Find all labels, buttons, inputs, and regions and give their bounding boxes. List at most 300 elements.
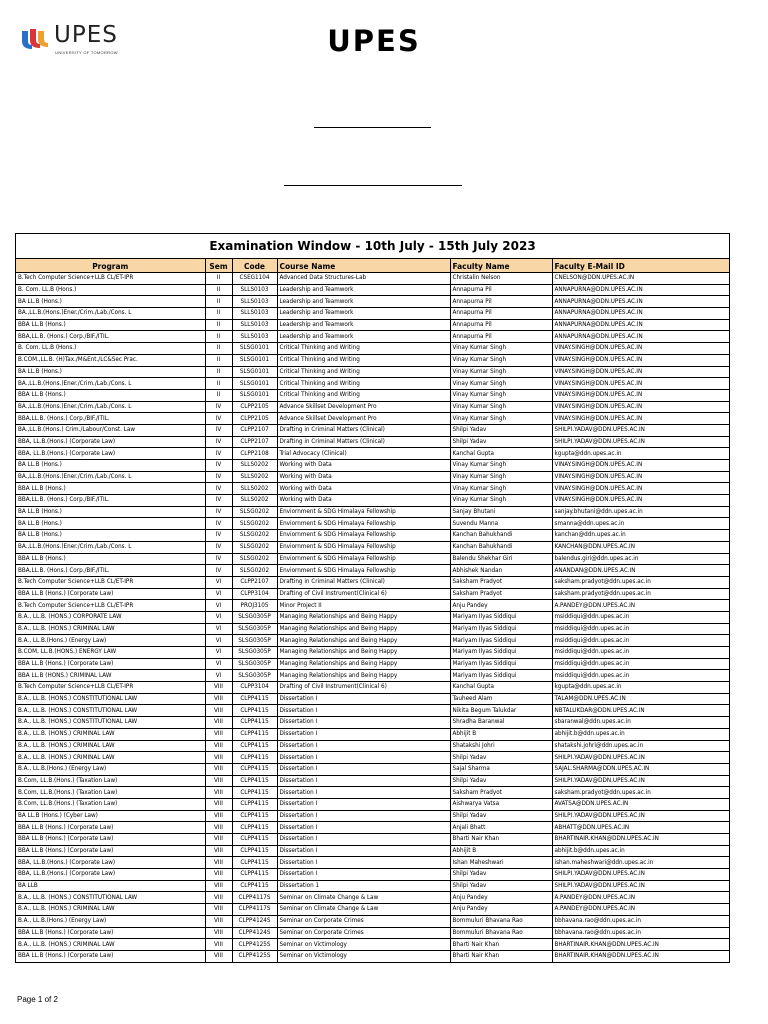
program-cell: BA.,LL.B.(Hons.)Ener./Crim./Lab./Cons. L [16,378,205,390]
faculty-name-cell: Tauheed Alam [450,693,552,705]
sem-cell: VI [205,576,232,588]
faculty-name-cell: Vinay Kumar Singh [450,460,552,472]
course-name-cell: Dissertation I [277,740,450,752]
faculty-email-cell: saksham.pradyot@ddn.upes.ac.in [552,588,729,600]
code-cell: SLSG0305P [232,647,277,659]
code-cell: SLLS0202 [232,495,277,507]
code-cell: SLLS0202 [232,483,277,495]
code-cell: CLPP4115 [232,822,277,834]
course-name-cell: Drafting of Civil Instrument(Clinical 6) [277,588,450,600]
faculty-name-cell: Bommuluri Bhavana Rao [450,927,552,939]
table-row [16,565,729,577]
table-row [16,588,729,600]
sem-cell: VIII [205,857,232,869]
faculty-email-cell: VINAY.SINGH@DDN.UPES.AC.IN [552,389,729,401]
sem-cell: II [205,319,232,331]
code-cell: SLSG0202 [232,506,277,518]
table-row [16,541,729,553]
course-name-cell: Seminar on Victimology [277,950,450,961]
faculty-email-cell: balendus.giri@ddn.upes.ac.in [552,553,729,565]
code-cell: SLSG0101 [232,378,277,390]
faculty-email-cell: ishan.maheshwari@ddn.upes.ac.in [552,857,729,869]
faculty-email-cell: ANANDAN@DDN.UPES.AC.IN [552,565,729,577]
course-name-cell: Dissertation I [277,775,450,787]
sem-cell: IV [205,495,232,507]
code-cell: CLPP4115 [232,798,277,810]
program-cell: BBA LL.B (Hons.) (Corporate Law) [16,822,205,834]
faculty-email-cell: smanna@ddn.upes.ac.in [552,518,729,530]
program-cell: BBA,LL.B. (Hons.) Corp./BIF./ITIL. [16,565,205,577]
faculty-email-cell: SHILPI.YADAV@DDN.UPES.AC.IN [552,880,729,892]
program-cell: BA LL.B (Hons.) [16,530,205,542]
course-name-cell: Managing Relationships and Being Happy [277,635,450,647]
course-name-cell: Advanced Data Structures-Lab [277,273,450,285]
code-cell: SLSG0101 [232,343,277,355]
code-cell: CLPP4115 [232,834,277,846]
faculty-email-cell: BHARTINAIR.KHAN@DDN.UPES.AC.IN [552,834,729,846]
sem-cell: II [205,296,232,308]
course-name-cell: Drafting in Criminal Matters (Clinical) [277,436,450,448]
code-cell: SLSG0305P [232,670,277,682]
faculty-name-cell: Annapurna Pil [450,319,552,331]
faculty-email-cell: VINAY.SINGH@DDN.UPES.AC.IN [552,354,729,366]
code-cell: CLPP4115 [232,752,277,764]
sem-cell: VI [205,647,232,659]
sem-cell: II [205,273,232,285]
faculty-name-cell: Kanchal Gupta [450,682,552,694]
code-cell: CLPP4115 [232,857,277,869]
code-cell: SLSG0305P [232,658,277,670]
faculty-email-cell: bbhavana.rao@ddn.upes.ac.in [552,915,729,927]
faculty-email-cell: NBTALUKDAR@DDN.UPES.AC.IN [552,705,729,717]
faculty-email-cell: msiddiqui@ddn.upes.ac.in [552,623,729,635]
faculty-email-cell: VINAY.SINGH@DDN.UPES.AC.IN [552,460,729,472]
sem-cell: VIII [205,728,232,740]
sem-cell: VIII [205,845,232,857]
table-row [16,915,729,927]
program-cell: BBA, LL.B.(Hons.) (Corporate Law) [16,436,205,448]
faculty-name-cell: Shilpi Yadav [450,810,552,822]
sem-cell: VIII [205,775,232,787]
course-name-cell: Leadership and Teamwork [277,319,450,331]
program-cell: B.A., LL.B. (HONS.) CONSTITUTIONAL LAW [16,892,205,904]
faculty-email-cell: SHILPI.YADAV@DDN.UPES.AC.IN [552,810,729,822]
table-row [16,600,729,612]
course-name-cell: Leadership and Teamwork [277,284,450,296]
sem-cell: II [205,284,232,296]
program-cell: B.A., LL.B. (HONS.) CRIMINAL LAW [16,740,205,752]
faculty-name-cell: Saksham Pradyot [450,588,552,600]
faculty-name-cell: Ishan Maheshwari [450,857,552,869]
upes-logo-left [20,24,130,58]
examination-table-container [15,233,730,963]
faculty-name-cell: Anju Pandey [450,904,552,916]
course-name-cell: Enviornment & SDG Himalaya Fellowship [277,506,450,518]
course-name-cell: Advance Skillset Development Pro [277,413,450,425]
course-name-cell: Working with Data [277,460,450,472]
sem-cell: VI [205,635,232,647]
faculty-name-cell: Sanjay Bhutani [450,506,552,518]
program-cell: B. Com. LL.B (Hons.) [16,284,205,296]
table-row [16,717,729,729]
table-row [16,670,729,682]
code-cell: CLPP4115 [232,763,277,775]
code-cell: SLSG0202 [232,553,277,565]
table-row [16,436,729,448]
course-name-cell: Dissertation I [277,693,450,705]
faculty-email-cell: VINAY.SINGH@DDN.UPES.AC.IN [552,471,729,483]
program-cell: BA LLB [16,880,205,892]
code-cell: SLSG0101 [232,354,277,366]
table-row [16,834,729,846]
program-cell: BA LL.B (Hons.) [16,518,205,530]
table-row [16,728,729,740]
program-cell: BBA LL.B (HONS.) CRIMINAL LAW [16,670,205,682]
faculty-name-cell: Annapurna Pil [450,331,552,343]
faculty-email-cell: msiddiqui@ddn.upes.ac.in [552,670,729,682]
faculty-name-cell: Anju Pandey [450,892,552,904]
program-cell: BA.,LL.B.(Hons.) Crim./Labour/Const. Law [16,424,205,436]
faculty-email-cell: msiddiqui@ddn.upes.ac.in [552,658,729,670]
code-cell: CLPP4115 [232,717,277,729]
sem-cell: VIII [205,822,232,834]
table-row [16,682,729,694]
sem-cell: VIII [205,869,232,881]
program-cell: BA.,LL.B.(Hons.)Ener./Crim./Lab./Cons. L [16,401,205,413]
course-name-cell: Seminar on Climate Change & Law [277,904,450,916]
sem-cell: II [205,308,232,320]
faculty-email-cell: A.PANDEY@DDN.UPES.AC.IN [552,892,729,904]
sem-cell: IV [205,401,232,413]
faculty-name-cell: Christalin Nelson [450,273,552,285]
sem-cell: VIII [205,950,232,961]
sem-cell: VI [205,588,232,600]
program-cell: B.A., LL.B.(Hons.) (Energy Law) [16,915,205,927]
faculty-email-cell: sanjay.bhutani@ddn.upes.ac.in [552,506,729,518]
code-cell: CLPP4115 [232,693,277,705]
sem-cell: VIII [205,915,232,927]
faculty-email-cell: msiddiqui@ddn.upes.ac.in [552,611,729,623]
col-header-code: Code [232,259,277,273]
course-name-cell: Leadership and Teamwork [277,308,450,320]
faculty-email-cell: shatakshi.johri@ddn.upes.ac.in [552,740,729,752]
program-cell: BBA LL.B (Hons.) (Corporate Law) [16,588,205,600]
sem-cell: IV [205,541,232,553]
sem-cell: VIII [205,787,232,799]
faculty-name-cell: Mariyam Ilyas Siddiqui [450,658,552,670]
sem-cell: IV [205,424,232,436]
faculty-email-cell: ANNAPURNA@DDN.UPES.AC.IN [552,284,729,296]
code-cell: CLPP4124S [232,927,277,939]
program-cell: BA LL.B (Hons.) [16,506,205,518]
faculty-name-cell: Vinay Kumar Singh [450,366,552,378]
code-cell: CLPP2107 [232,436,277,448]
table-row [16,658,729,670]
faculty-email-cell: kgupta@ddn.upes.ac.in [552,448,729,460]
faculty-name-cell: Vinay Kumar Singh [450,378,552,390]
course-name-cell: Enviornment & SDG Himalaya Fellowship [277,565,450,577]
code-cell: CSEG1104 [232,273,277,285]
faculty-name-cell: Sajal Sharma [450,763,552,775]
course-name-cell: Seminar on Victimology [277,939,450,951]
code-cell: SLSG0202 [232,518,277,530]
code-cell: CLPP4115 [232,775,277,787]
sem-cell: II [205,366,232,378]
table-row [16,530,729,542]
program-cell: B.Com, LL.B.(Hons.) (Taxation Law) [16,787,205,799]
program-cell: BBA LL.B (Hons.) (Corporate Law) [16,834,205,846]
sem-cell: IV [205,483,232,495]
course-name-cell: Dissertation I [277,834,450,846]
code-cell: CLPP4125S [232,950,277,961]
sem-cell: VIII [205,798,232,810]
sem-cell: VIII [205,892,232,904]
sem-cell: VI [205,623,232,635]
faculty-email-cell: ANNAPURNA@DDN.UPES.AC.IN [552,296,729,308]
course-name-cell: Dissertation I [277,869,450,881]
table-row [16,296,729,308]
program-cell: BBA LL.B (Hons.) [16,553,205,565]
program-cell: B.Tech Computer Science+LLB CL/ET-IPR [16,600,205,612]
code-cell: SLSG0101 [232,366,277,378]
course-name-cell: Managing Relationships and Being Happy [277,611,450,623]
code-cell: CLPP4115 [232,740,277,752]
course-name-cell: Leadership and Teamwork [277,331,450,343]
code-cell: CLPP4117S [232,904,277,916]
faculty-name-cell: Bharti Nair Khan [450,939,552,951]
table-body [16,273,729,962]
course-name-cell: Enviornment & SDG Himalaya Fellowship [277,530,450,542]
faculty-name-cell: Vinay Kumar Singh [450,495,552,507]
table-row [16,460,729,472]
table-row [16,284,729,296]
faculty-email-cell: VINAY.SINGH@DDN.UPES.AC.IN [552,343,729,355]
program-cell: BBA,LL.B. (Hons.) Corp./BIF./ITIL. [16,495,205,507]
faculty-email-cell: ANNAPURNA@DDN.UPES.AC.IN [552,319,729,331]
faculty-name-cell: Kanchan Bahukhandi [450,530,552,542]
faculty-name-cell: Bharti Nair Khan [450,834,552,846]
faculty-name-cell: Saksham Pradyot [450,787,552,799]
program-cell: B. Com. LL.B (Hons.) [16,343,205,355]
code-cell: CLPP2105 [232,401,277,413]
table-row [16,401,729,413]
course-name-cell: Advance Skillset Development Pro [277,401,450,413]
code-cell: SLSG0202 [232,541,277,553]
program-cell: B.Com, LL.B.(Hons.) (Taxation Law) [16,775,205,787]
faculty-email-cell: bbhavana.rao@ddn.upes.ac.in [552,927,729,939]
faculty-name-cell: Vinay Kumar Singh [450,354,552,366]
course-name-cell: Dissertation I [277,822,450,834]
program-cell: BBA LL.B (Hons.) (Corporate Law) [16,658,205,670]
table-row [16,892,729,904]
sem-cell: IV [205,413,232,425]
code-cell: SLSG0305P [232,611,277,623]
sem-cell: IV [205,553,232,565]
code-cell: SLSG0202 [232,530,277,542]
table-row [16,927,729,939]
faculty-name-cell: Kanchal Gupta [450,448,552,460]
program-cell: B.A., LL.B. (HONS.) CONSTITUTIONAL LAW [16,705,205,717]
program-cell: B.A., LL.B. (HONS.) CRIMINAL LAW [16,904,205,916]
faculty-name-cell: Abhijit B [450,845,552,857]
course-name-cell: Dissertation I [277,787,450,799]
sem-cell: IV [205,506,232,518]
table-row [16,904,729,916]
program-cell: B.A., LL.B.(Hons.) (Energy Law) [16,635,205,647]
program-cell: BA LL.B (Hons.) (Cyber Law) [16,810,205,822]
table-row [16,857,729,869]
table-row [16,845,729,857]
faculty-name-cell: Shilpi Yadav [450,436,552,448]
course-name-cell: Drafting of Civil Instrument(Clinical 6) [277,682,450,694]
table-row [16,810,729,822]
examination-table [16,259,729,962]
course-name-cell: Managing Relationships and Being Happy [277,658,450,670]
faculty-name-cell: Nikita Begum Talukdar [450,705,552,717]
course-name-cell: Seminar on Climate Change & Law [277,892,450,904]
code-cell: CLPP4117S [232,892,277,904]
table-row [16,495,729,507]
program-cell: B.A., LL.B. (HONS.) CORPORATE LAW [16,611,205,623]
sem-cell: IV [205,436,232,448]
code-cell: CLPP4124S [232,915,277,927]
code-cell: SLSG0202 [232,565,277,577]
faculty-name-cell: Bommuluri Bhavana Rao [450,915,552,927]
course-name-cell: Managing Relationships and Being Happy [277,623,450,635]
faculty-name-cell: Annapurna Pil [450,296,552,308]
sem-cell: VIII [205,740,232,752]
faculty-email-cell: SHILPI.YADAV@DDN.UPES.AC.IN [552,775,729,787]
faculty-email-cell: ANNAPURNA@DDN.UPES.AC.IN [552,331,729,343]
col-header-sem: Sem [205,259,232,273]
faculty-name-cell: Shilpi Yadav [450,880,552,892]
sem-cell: VI [205,670,232,682]
sem-cell: VIII [205,693,232,705]
course-name-cell: Managing Relationships and Being Happy [277,670,450,682]
table-row [16,693,729,705]
program-cell: B.A., LL.B. (HONS.) CRIMINAL LAW [16,623,205,635]
sem-cell: VIII [205,810,232,822]
sem-cell: II [205,343,232,355]
faculty-email-cell: TALAM@DDN.UPES.AC.IN [552,693,729,705]
faculty-email-cell: sbaranwal@ddn.upes.ac.in [552,717,729,729]
program-cell: B.A., LL.B. (HONS.) CRIMINAL LAW [16,939,205,951]
sem-cell: II [205,378,232,390]
table-row [16,319,729,331]
code-cell: SLSG0305P [232,623,277,635]
course-name-cell: Seminar on Corporate Crimes [277,927,450,939]
course-name-cell: Minor Project II [277,600,450,612]
code-cell: SLLS0202 [232,471,277,483]
faculty-name-cell: Shilpi Yadav [450,869,552,881]
code-cell: SLLS0103 [232,296,277,308]
sem-cell: VI [205,600,232,612]
faculty-name-cell: Annapurna Pil [450,284,552,296]
signature-line-top [314,127,431,128]
faculty-name-cell: Anju Pandey [450,600,552,612]
faculty-name-cell: Shilpi Yadav [450,424,552,436]
course-name-cell: Enviornment & SDG Himalaya Fellowship [277,553,450,565]
program-cell: BBA, LL.B.(Hons.) (Corporate Law) [16,857,205,869]
faculty-email-cell: saksham.pradyot@ddn.upes.ac.in [552,576,729,588]
sem-cell: II [205,354,232,366]
faculty-email-cell: SAJAL.SHARMA@DDN.UPES.AC.IN [552,763,729,775]
faculty-email-cell: VINAY.SINGH@DDN.UPES.AC.IN [552,495,729,507]
table-row [16,880,729,892]
table-row [16,635,729,647]
faculty-name-cell: Aishwarya Vatsa [450,798,552,810]
faculty-name-cell: Abhijit B [450,728,552,740]
course-name-cell: Dissertation I [277,845,450,857]
faculty-email-cell: KANCHAN@DDN.UPES.AC.IN [552,541,729,553]
sem-cell: VIII [205,682,232,694]
program-cell: B.Tech Computer Science+LLB CL/ET-IPR [16,576,205,588]
sem-cell: IV [205,448,232,460]
program-cell: BA.,LL.B.(Hons.)Ener./Crim./Lab./Cons. L [16,308,205,320]
program-cell: BA LL.B (Hons.) [16,366,205,378]
table-row [16,740,729,752]
program-cell: B.A., LL.B. (HONS.) CONSTITUTIONAL LAW [16,717,205,729]
table-row [16,273,729,285]
program-cell: BA.,LL.B.(Hons.)Ener./Crim./Lab./Cons. L [16,541,205,553]
col-header-faculty-name: Faculty Name [450,259,552,273]
faculty-email-cell: ABHATT@DDN.UPES.AC.IN [552,822,729,834]
code-cell: CLPP4115 [232,845,277,857]
table-row [16,413,729,425]
course-name-cell: Dissertation I [277,728,450,740]
faculty-name-cell: Vinay Kumar Singh [450,389,552,401]
faculty-name-cell: Kanchan Bahukhandi [450,541,552,553]
faculty-email-cell: saksham.pradyot@ddn.upes.ac.in [552,787,729,799]
course-name-cell: Seminar on Corporate Crimes [277,915,450,927]
program-cell: B.A., LL.B. (HONS.) CRIMINAL LAW [16,752,205,764]
program-cell: BA LL.B (Hons.) [16,296,205,308]
sem-cell: VIII [205,834,232,846]
table-row [16,518,729,530]
code-cell: CLPP4115 [232,728,277,740]
page-number: Page 1 of 2 [17,995,58,1004]
faculty-name-cell: Vinay Kumar Singh [450,413,552,425]
table-row [16,869,729,881]
program-cell: BBA LL.B (Hons.) (Corporate Law) [16,927,205,939]
logo-left-tagline: UNIVERSITY OF TOMORROW [55,50,118,55]
faculty-email-cell: VINAY.SINGH@DDN.UPES.AC.IN [552,366,729,378]
table-row [16,471,729,483]
code-cell: SLSG0101 [232,389,277,401]
course-name-cell: Dissertation I [277,752,450,764]
faculty-name-cell: Mariyam Ilyas Siddiqui [450,635,552,647]
program-cell: BBA LL.B (Hons.) (Corporate Law) [16,950,205,961]
course-name-cell: Dissertation I [277,717,450,729]
faculty-email-cell: VINAY.SINGH@DDN.UPES.AC.IN [552,483,729,495]
code-cell: SLLS0103 [232,319,277,331]
sem-cell: IV [205,565,232,577]
table-row [16,308,729,320]
program-cell: BBA, LL.B.(Hons.) (Corporate Law) [16,448,205,460]
code-cell: SLLS0103 [232,308,277,320]
code-cell: CLPP2108 [232,448,277,460]
sem-cell: VIII [205,752,232,764]
table-row [16,775,729,787]
faculty-name-cell: Vinay Kumar Singh [450,471,552,483]
code-cell: PROJ3105 [232,600,277,612]
course-name-cell: Working with Data [277,495,450,507]
faculty-name-cell: Abhishek Nandan [450,565,552,577]
faculty-email-cell: SHILPI.YADAV@DDN.UPES.AC.IN [552,869,729,881]
faculty-name-cell: Anjali Bhatt [450,822,552,834]
faculty-name-cell: Balendu Shekhar Giri [450,553,552,565]
code-cell: CLPP4115 [232,810,277,822]
